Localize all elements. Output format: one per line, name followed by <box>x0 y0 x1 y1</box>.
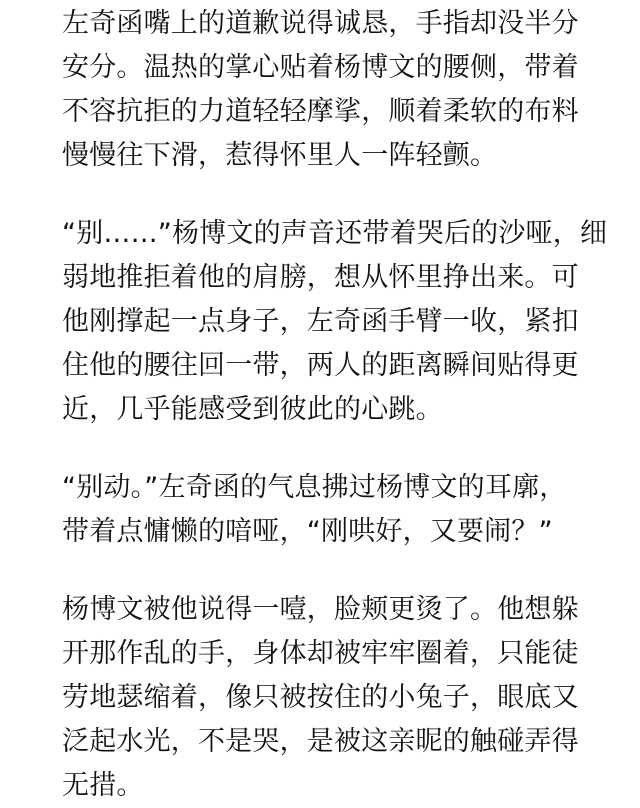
text-line: 开那作乱的手，身体却被牢牢圈着，只能徒 <box>62 638 579 669</box>
paragraph-4 <box>62 588 600 808</box>
text-line: 住他的腰往回一带，两人的距离瞬间贴得更 <box>62 350 579 381</box>
paragraph-3 <box>62 466 600 554</box>
paragraph-gap <box>62 554 600 588</box>
text-line: 无措。 <box>62 770 144 801</box>
text-line: 弱地推拒着他的肩膀，想从怀里挣出来。可 <box>62 262 579 293</box>
paragraph-2 <box>62 212 608 432</box>
text-line: 左奇函嘴上的道歉说得诚恳，手指却没半分 <box>62 8 579 39</box>
text-line: “别……”杨博文的声音还带着哭后的沙哑，细 <box>62 218 608 249</box>
text-line: 带着点慵懒的喑哑，“刚哄好，又要闹？” <box>62 516 553 547</box>
text-line: 泛起水光，不是哭，是被这亲昵的触碰弄得 <box>62 726 579 757</box>
text-line: 不容抗拒的力道轻轻摩挲，顺着柔软的布料 <box>62 96 579 127</box>
text-line: 劳地瑟缩着，像只被按住的小兔子，眼底又 <box>62 682 579 713</box>
text-line: 近，几乎能感受到彼此的心跳。 <box>62 394 443 425</box>
text-line: 杨博文被他说得一噎，脸颊更烫了。他想躲 <box>62 594 579 625</box>
paragraph-gap <box>62 178 600 212</box>
text-line: 慢慢往下滑，惹得怀里人一阵轻颤。 <box>62 140 498 171</box>
text-line: “别动。”左奇函的气息拂过杨博文的耳廓， <box>62 472 567 503</box>
text-line: 安分。温热的掌心贴着杨博文的腰侧，带着 <box>62 52 579 83</box>
text-line: 他刚撑起一点身子，左奇函手臂一收，紧扣 <box>62 306 579 337</box>
paragraph-1 <box>62 2 600 178</box>
paragraph-gap <box>62 432 600 466</box>
